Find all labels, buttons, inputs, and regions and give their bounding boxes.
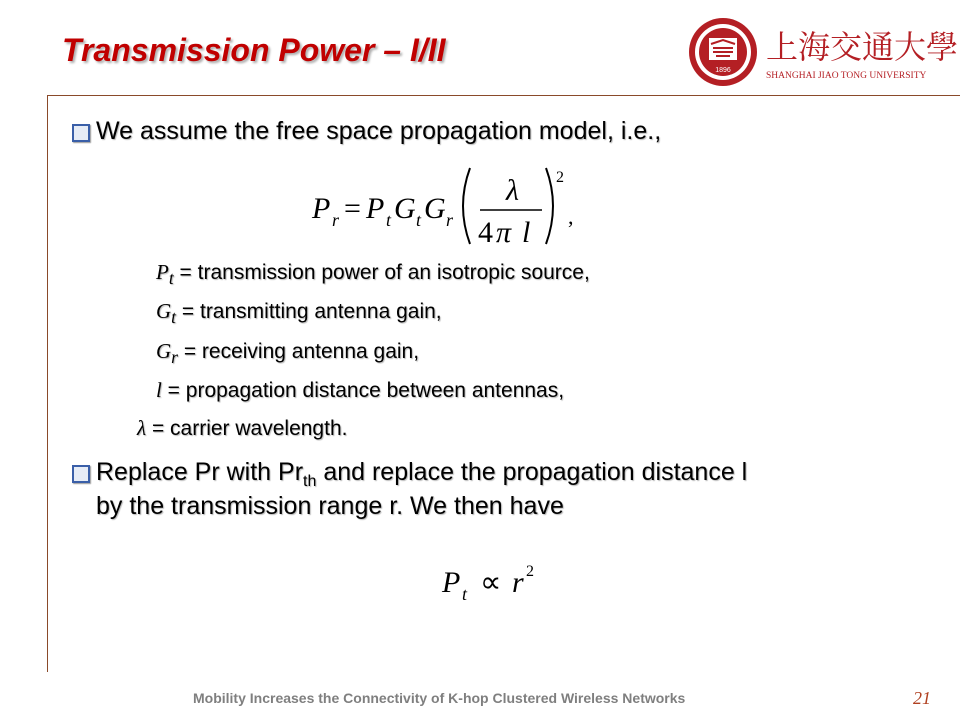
- svg-text:G: G: [394, 192, 416, 225]
- svg-text:t: t: [416, 210, 422, 230]
- page-number: 21: [913, 688, 931, 708]
- svg-text:2: 2: [526, 563, 534, 580]
- definition-gr: $G_r$ = receiving antenna gain,: [156, 339, 420, 368]
- svg-text:t: t: [462, 584, 468, 604]
- svg-text:G: G: [424, 192, 446, 225]
- bullet-2-line-1: Replace Pr with $Pr_{th}$ and replace the propagation distance l: [96, 458, 748, 490]
- university-name-chinese: 上海交通大學: [766, 28, 959, 66]
- svg-text:=: =: [344, 192, 361, 225]
- equation-proportional: [440, 556, 560, 606]
- bullet-2-line-2: by the transmission range r. We then have: [96, 492, 564, 520]
- equation-free-space: [310, 160, 590, 250]
- bullet-2-marker: [72, 465, 90, 483]
- svg-text:2: 2: [556, 169, 564, 186]
- svg-text:r: r: [446, 210, 454, 230]
- definition-gt: $G_t$ = transmitting antenna gain,: [156, 299, 442, 328]
- svg-text:P: P: [312, 192, 331, 225]
- left-divider: [47, 95, 48, 672]
- university-logo: [686, 14, 959, 90]
- bullet-1-text: We assume the free space propagation model, i.e.,: [96, 117, 662, 145]
- header-divider: [47, 95, 960, 96]
- svg-text:1896: 1896: [715, 67, 731, 74]
- definition-lambda: λ = carrier wavelength.: [137, 416, 348, 440]
- university-name-english: SHANGHAI JIAO TONG UNIVERSITY: [766, 71, 927, 81]
- svg-text:∝: ∝: [480, 566, 502, 599]
- svg-text:λ: λ: [506, 174, 519, 207]
- svg-text:π: π: [496, 216, 512, 249]
- svg-text:l: l: [522, 216, 531, 249]
- svg-text:t: t: [386, 210, 392, 230]
- university-seal-icon: [689, 18, 757, 86]
- svg-text:r: r: [332, 210, 340, 230]
- svg-text:P: P: [442, 566, 461, 599]
- footer-text: Mobility Increases the Connectivity of K-hop Clustered Wireless Networks: [193, 690, 686, 706]
- svg-text:P: P: [366, 192, 385, 225]
- svg-text:4: 4: [478, 216, 493, 249]
- slide-title: Transmission Power – I/II: [62, 32, 446, 68]
- definition-l: l = propagation distance between antennas,: [156, 378, 565, 402]
- svg-text:,: ,: [568, 204, 574, 229]
- definition-pt: $P_t$ = transmission power of an isotropic source,: [156, 260, 590, 289]
- bullet-1-marker: [72, 124, 90, 142]
- svg-text:r: r: [512, 566, 524, 599]
